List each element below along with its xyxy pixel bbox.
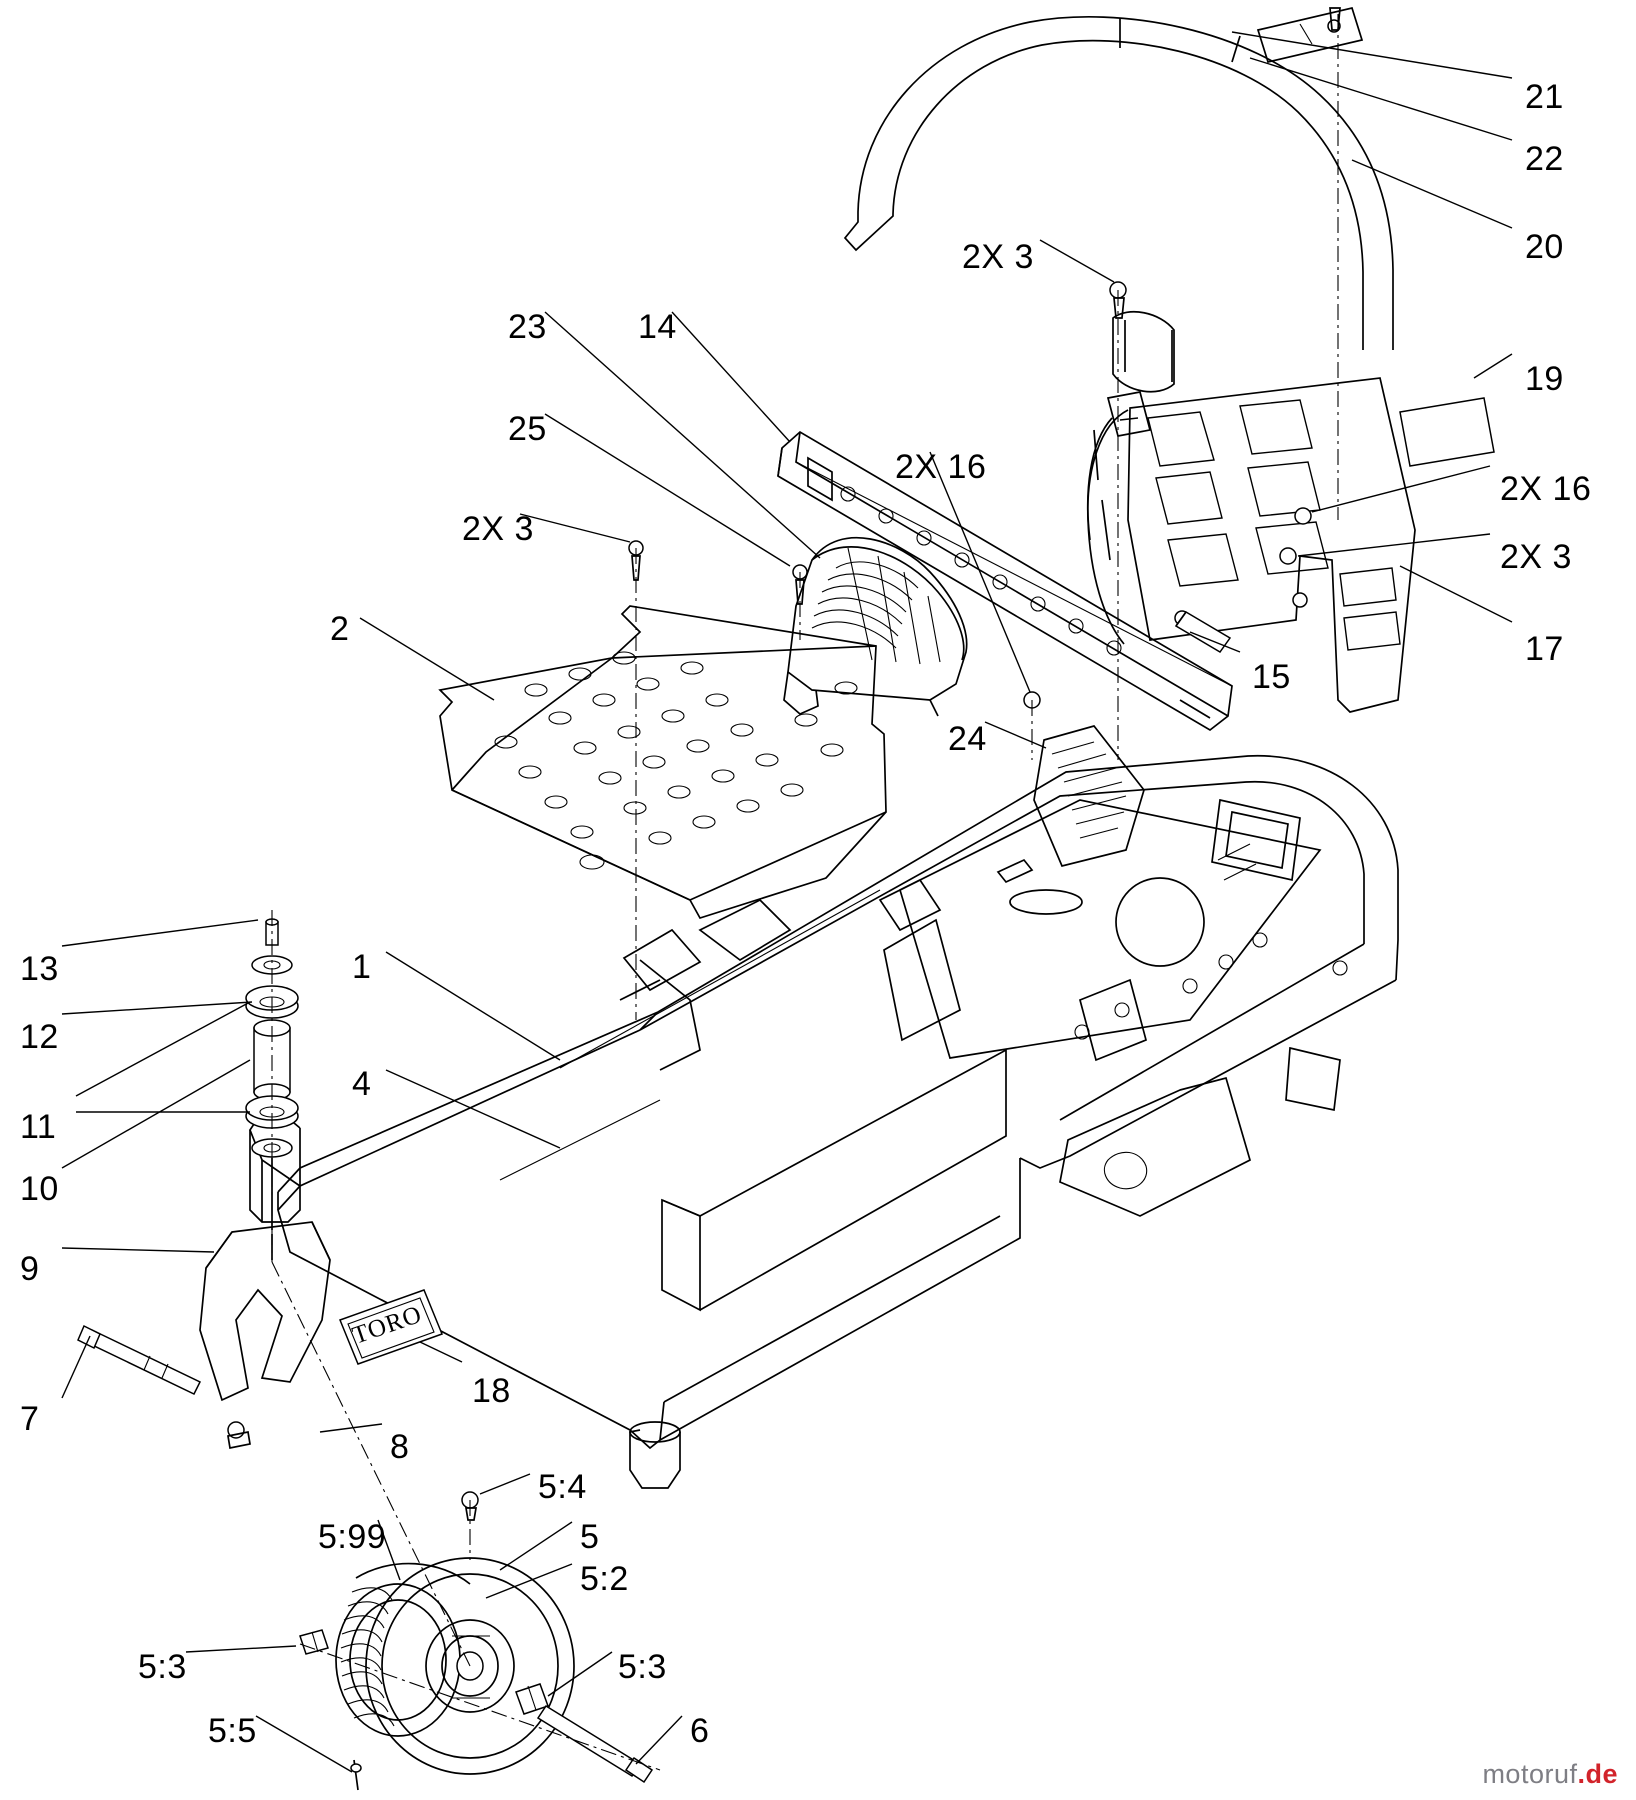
callout-13: 13: [20, 950, 59, 988]
callout-8: 8: [390, 1428, 410, 1466]
callout-15: 15: [1252, 658, 1291, 696]
caster-fork-part-9: [200, 1222, 330, 1448]
watermark-prefix: motoruf: [1482, 1759, 1578, 1789]
callout-22: 22: [1525, 140, 1564, 178]
callout-5-2: 5:2: [580, 1560, 629, 1598]
bolt-part-7: [78, 1326, 200, 1394]
callout-5-5: 5:5: [208, 1712, 257, 1750]
center-lines: [272, 14, 1338, 1770]
callout-7: 7: [20, 1400, 40, 1438]
callout-2x-3: 2X 3: [962, 238, 1034, 276]
main-frame-part-1: [250, 756, 1398, 1488]
callout-2x-16: 2X 16: [1500, 470, 1592, 508]
callout-5-4: 5:4: [538, 1468, 587, 1506]
callout-23: 23: [508, 308, 547, 346]
callout-2x--3: 2X 3: [1500, 538, 1572, 576]
fasteners: [629, 8, 1340, 708]
callout-24: 24: [948, 720, 987, 758]
callout-18: 18: [472, 1372, 511, 1410]
leader-lines: [62, 32, 1512, 1772]
svg-text:TORO: TORO: [349, 1300, 426, 1350]
callout-21: 21: [1525, 78, 1564, 116]
callout-20: 20: [1525, 228, 1564, 266]
rod-part-15: [1176, 612, 1230, 652]
callout-5: 5: [580, 1518, 600, 1556]
callout-2x-3: 2X 3: [462, 510, 534, 548]
platform-part-2: [440, 606, 886, 918]
callout-14: 14: [638, 308, 677, 346]
rops-bar-part-20: [845, 8, 1393, 392]
callout-5-3: 5:3: [618, 1648, 667, 1686]
callout-2: 2: [330, 610, 350, 648]
toro-decal-part-18: [340, 1290, 442, 1364]
callout-5-99: 5:99: [318, 1518, 387, 1556]
callout-19: 19: [1525, 360, 1564, 398]
callout-9: 9: [20, 1250, 40, 1288]
callout-1: 1: [352, 948, 372, 986]
callout-25: 25: [508, 410, 547, 448]
callout-2x-16: 2X 16: [895, 448, 987, 486]
watermark-suffix: .de: [1577, 1759, 1618, 1789]
callout-4: 4: [352, 1065, 372, 1103]
watermark: [1482, 1759, 1618, 1790]
callout-12: 12: [20, 1018, 59, 1056]
callout-5-3: 5:3: [138, 1648, 187, 1686]
cover-part-25: [784, 538, 967, 716]
callout-11: 11: [20, 1108, 57, 1146]
callout-6: 6: [690, 1712, 710, 1750]
callout-10: 10: [20, 1170, 59, 1208]
placard-part-19: [1400, 398, 1494, 466]
heat-shield-part-24: [1034, 726, 1144, 866]
callout-17: 17: [1525, 630, 1564, 668]
